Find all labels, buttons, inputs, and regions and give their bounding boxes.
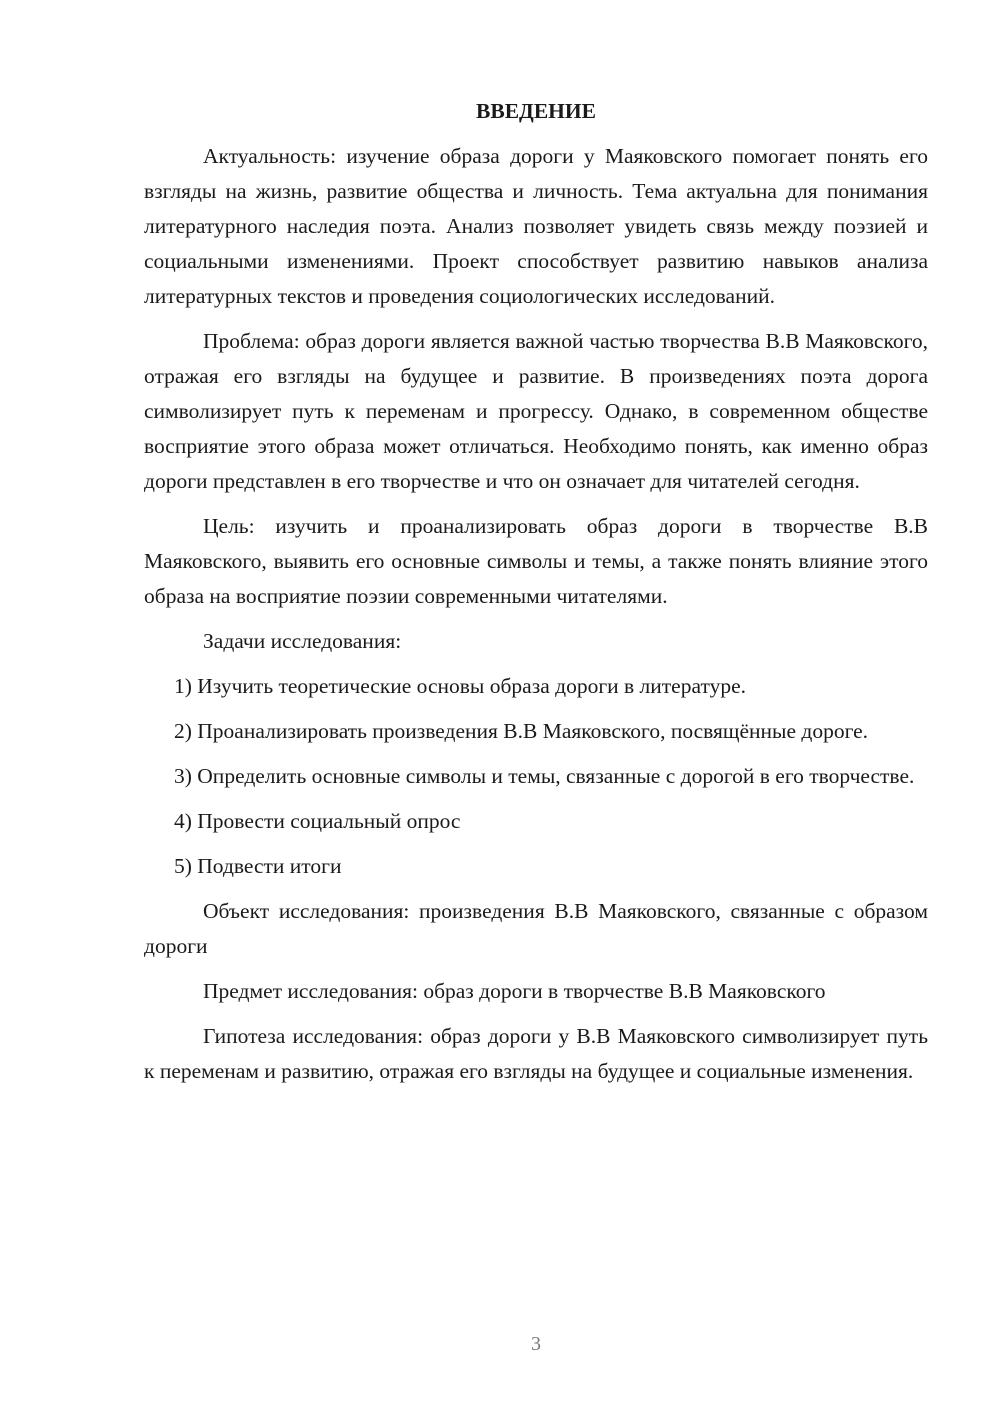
page-title: ВВЕДЕНИЕ	[476, 99, 596, 123]
task-item-4: 4) Провести социальный опрос	[174, 809, 461, 833]
paragraph-goal: Цель: изучить и проанализировать образ дороги в творчестве В.В Маяковского, выявить его основные символы и темы, а также понять влияние этого образа на восприятие поэзии современными читателями.	[144, 514, 928, 608]
paragraph-problem: Проблема: образ дороги является важной частью творчества В.В Маяковского, отражая его взгляды на будущее и развитие. В произведениях поэта дорога символизирует путь к переменам и прогрессу. Однако, в современном обществе восприятие этого образа может отличаться. Необходимо понять, как именно образ дороги представлен в его творчестве и что он означает для читателей сегодня.	[144, 329, 928, 493]
task-item-3: 3) Определить основные символы и темы, связанные с дорогой в его творчестве.	[174, 764, 915, 788]
document-page	[144, 95, 928, 1099]
page-number: 3	[531, 1333, 541, 1355]
task-item-5: 5) Подвести итоги	[174, 854, 342, 878]
paragraph-subject: Предмет исследования: образ дороги в творчестве В.В Маяковского	[203, 979, 826, 1003]
paragraph-relevance: Актуальность: изучение образа дороги у Маяковского помогает понять его взгляды на жизнь, развитие общества и личность. Тема актуальна для понимания литературного наследия поэта. Анализ позволяет увидеть связь между поэзией и социальными изменениями. Проект способствует развитию навыков анализа литературных текстов и проведения социологических исследований.	[144, 144, 928, 308]
paragraph-hypothesis: Гипотеза исследования: образ дороги у В.В Маяковского символизирует путь к переменам и развитию, отражая его взгляды на будущее и социальные изменения.	[144, 1024, 928, 1083]
tasks-heading: Задачи исследования:	[203, 629, 402, 653]
task-item-1: 1) Изучить теоретические основы образа дороги в литературе.	[174, 674, 746, 698]
task-item-2: 2) Проанализировать произведения В.В Маяковского, посвящённые дороге.	[174, 719, 869, 743]
paragraph-object: Объект исследования: произведения В.В Маяковского, связанные с образом дороги	[144, 899, 928, 958]
